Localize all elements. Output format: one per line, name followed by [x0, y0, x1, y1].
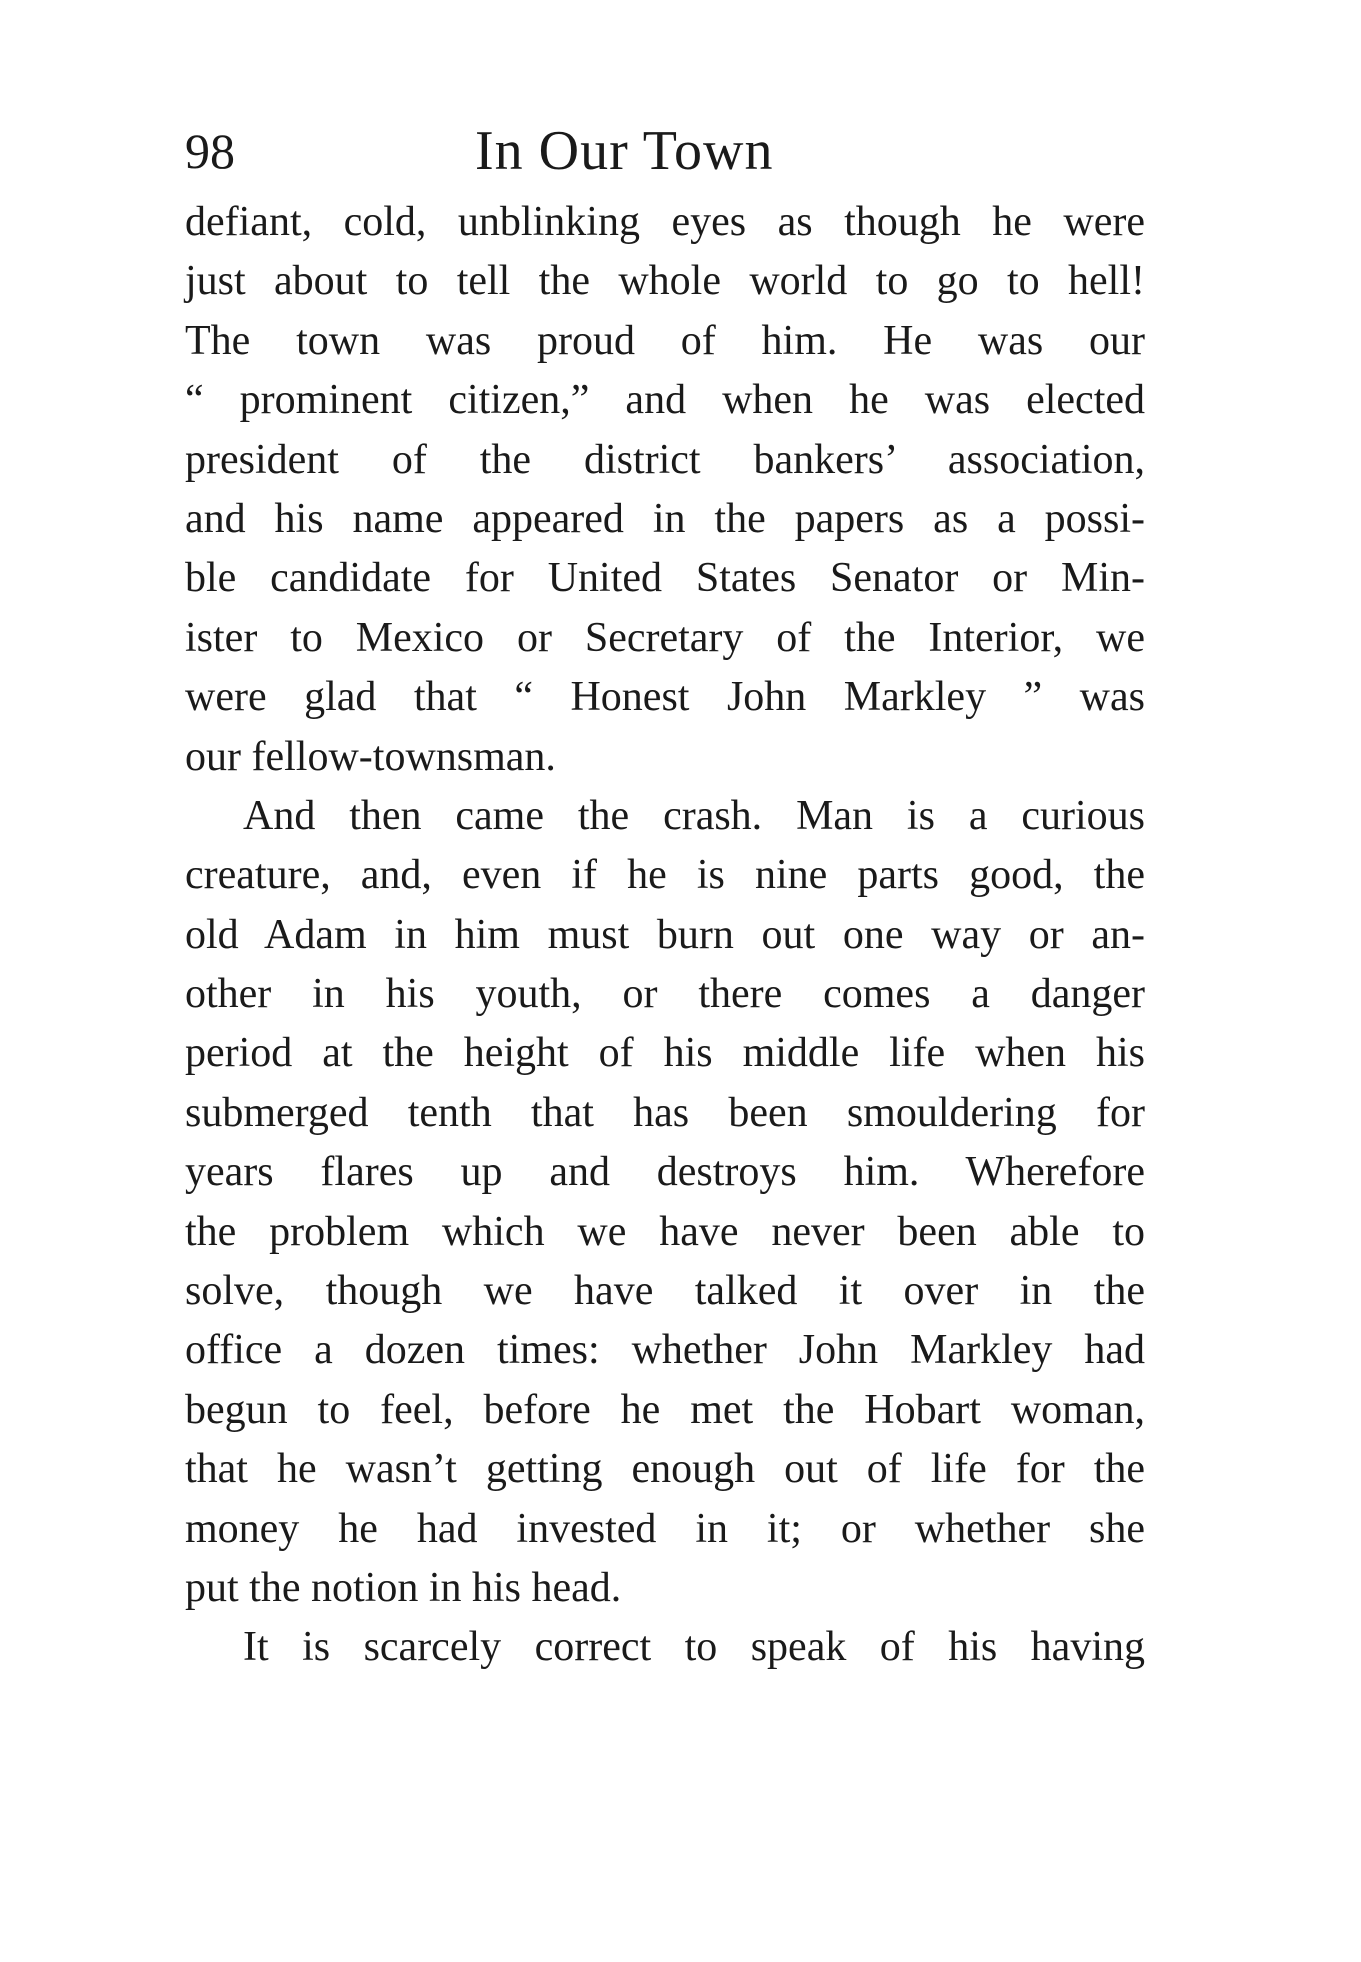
text-line: The town was proud of him. He was our: [185, 317, 1145, 364]
text-line: put the notion in his head.: [185, 1564, 622, 1611]
text-line: office a dozen times: whether John Markley had: [185, 1327, 1145, 1374]
text-line: solve, though we have talked it over in the: [185, 1268, 1145, 1315]
running-title: In Our Town: [475, 120, 774, 182]
text-line: that he wasn’t getting enough out of life for the: [185, 1446, 1145, 1493]
text-line: and his name appeared in the papers as a possi-: [185, 495, 1145, 542]
text-line: money he had invested in it; or whether she: [185, 1505, 1145, 1552]
text-line: president of the district bankers’ association,: [185, 436, 1145, 483]
text-line: old Adam in him must burn out one way or an-: [185, 911, 1145, 958]
text-line: begun to feel, before he met the Hobart woman,: [185, 1386, 1145, 1433]
text-line: defiant, cold, unblinking eyes as though he were: [185, 199, 1145, 245]
text-line: “ prominent citizen,” and when he was elected: [185, 377, 1145, 424]
text-line: creature, and, even if he is nine parts good, the: [185, 852, 1145, 899]
text-line: years flares up and destroys him. Wherefore: [185, 1149, 1145, 1196]
text-line: It is scarcely correct to speak of his having: [243, 1624, 1145, 1671]
text-line: other in his youth, or there comes a danger: [185, 971, 1145, 1018]
text-line: our fellow-townsman.: [185, 733, 556, 780]
text-line: were glad that “ Honest John Markley ” was: [185, 674, 1145, 721]
text-line: period at the height of his middle life when his: [185, 1030, 1145, 1077]
text-line: submerged tenth that has been smouldering for: [185, 1089, 1145, 1136]
text-line: ister to Mexico or Secretary of the Interior, we: [185, 614, 1145, 661]
page-header: [185, 118, 1145, 184]
text-line: And then came the crash. Man is a curious: [243, 792, 1145, 839]
text-line: the problem which we have never been able to: [185, 1208, 1145, 1255]
page-number: 98: [185, 123, 235, 179]
text-line: just about to tell the whole world to go to hell!: [185, 258, 1145, 305]
text-line: ble candidate for United States Senator or Min-: [185, 555, 1145, 602]
body-text: [185, 193, 1145, 1678]
